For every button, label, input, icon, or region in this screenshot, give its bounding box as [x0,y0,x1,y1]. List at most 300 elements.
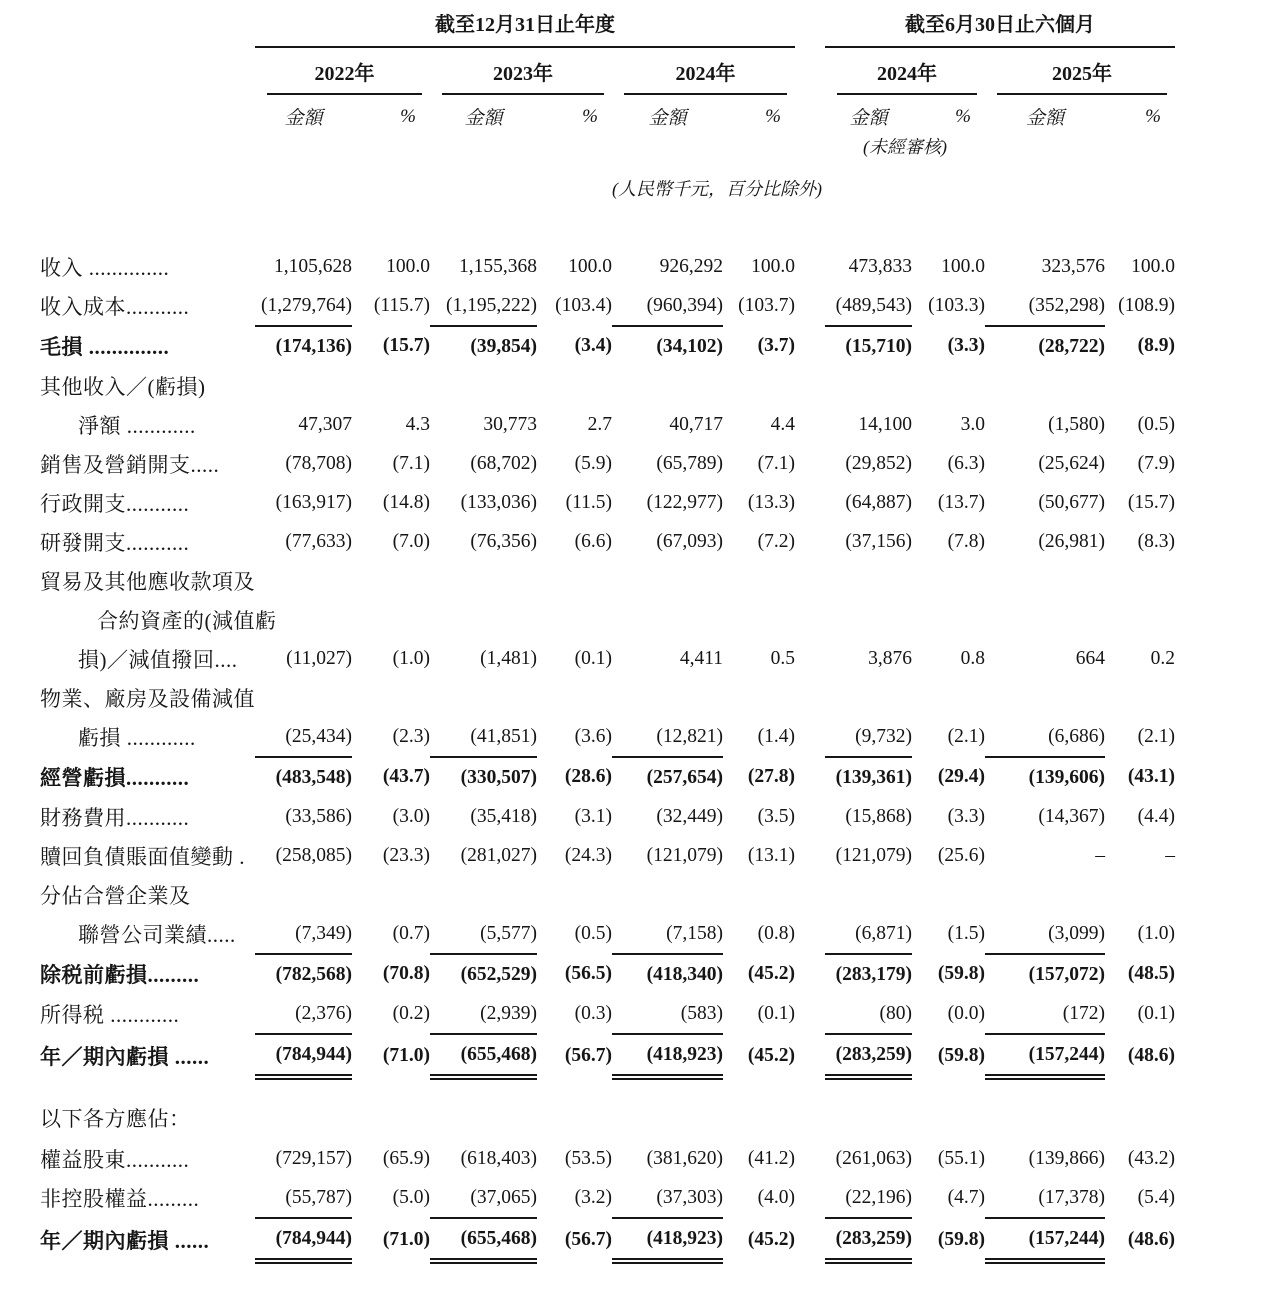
percent-cell [537,561,612,600]
table-row [40,1218,1175,1261]
amount-cell: (283,259) [825,1034,912,1077]
table-row [40,875,1175,914]
percent-cell: (28.6) [564,766,612,787]
percent-cell [723,600,795,639]
percent-column-label: % [955,105,971,127]
table-row [40,600,1175,639]
period-header-annual: 截至12月31日止年度 [255,4,795,47]
percent-cell [723,561,795,600]
amount-cell [825,366,912,405]
percent-cell: (3.3) [947,335,985,356]
amount-cell: (652,529) [460,963,537,985]
percent-cell: (56.7) [564,1044,612,1066]
percent-cell [1105,600,1175,639]
amount-cell [985,561,1105,600]
percent-cell [537,366,612,405]
percent-cell: (3.0) [392,805,430,827]
table-row [40,366,1175,405]
column-gap [795,444,825,483]
amount-cell: (960,394) [612,286,723,326]
percent-cell: (2.3) [392,726,430,747]
financial-statements-table [40,4,1175,1264]
percent-cell: (3.2) [574,1187,612,1208]
amount-cell: (283,179) [835,963,912,985]
column-gap [795,600,825,639]
amount-cell: (11,027) [286,647,352,669]
amount-cell: 14,100 [858,413,912,435]
percent-cell: (0.2) [392,1003,430,1024]
percent-cell: (27.8) [747,766,795,787]
column-gap [795,95,825,130]
percent-cell: (6.6) [574,530,612,552]
percent-cell: (0.1) [574,647,612,669]
amount-cell [612,366,723,405]
amount-cell: (37,156) [845,530,912,552]
percent-cell: (8.9) [1137,335,1175,356]
percent-cell: (3.7) [757,335,795,356]
amount-cell: (281,027) [460,844,537,866]
row-label: 分佔合營企業及 [40,883,191,908]
row-label: 年／期內虧損 ...... [40,1044,210,1069]
amount-cell: (7,349) [255,914,352,954]
amount-cell [825,875,912,914]
percent-cell: (25.6) [937,844,985,866]
amount-cell: (174,136) [275,335,352,357]
percent-cell [912,366,985,405]
percent-cell: (3.6) [574,726,612,747]
percent-cell: (43.7) [382,766,430,787]
percent-cell: (0.5) [574,923,612,944]
amount-cell: (67,093) [656,530,723,552]
year-header-2023: 2023年 [430,47,612,95]
row-label: 研發開支........... [40,530,190,555]
amount-cell: 323,576 [1041,255,1105,277]
amount-cell [825,600,912,639]
percent-cell [723,366,795,405]
amount-cell: 664 [1075,647,1105,669]
amount-cell: 47,307 [298,413,352,435]
column-gap [795,954,825,994]
amount-cell: (41,851) [430,717,537,757]
column-gap [795,836,825,875]
amount-cell: (729,157) [275,1147,352,1169]
percent-cell: (71.0) [382,1228,430,1250]
percent-cell: (59.8) [937,963,985,984]
amount-cell: (784,944) [255,1218,352,1261]
percent-cell: (11.5) [565,491,612,513]
amount-cell [612,875,723,914]
amount-cell: (6,871) [825,914,912,954]
percent-cell: (48.6) [1127,1044,1175,1066]
percent-cell: (13.3) [747,491,795,513]
table-row [40,757,1175,797]
amount-cell: (139,866) [1028,1147,1105,1169]
amount-cell: – [1095,844,1105,866]
amount-cell: 4,411 [679,647,723,669]
amount-cell [985,1077,1105,1139]
percent-cell [537,600,612,639]
table-row [40,444,1175,483]
percent-column-label: % [765,105,781,127]
percent-cell [352,561,430,600]
table-row [40,247,1175,286]
amount-cell: 926,292 [659,255,723,277]
amount-cell: (139,606) [1028,766,1105,788]
percent-cell: (0.7) [392,923,430,944]
percent-cell [912,1077,985,1139]
column-gap [795,4,825,47]
percent-cell: (45.2) [747,1044,795,1066]
column-gap [795,678,825,717]
table-row [40,954,1175,994]
percent-cell: (59.8) [937,1044,985,1066]
percent-cell [352,875,430,914]
amount-cell: (121,079) [835,844,912,866]
amount-cell: (34,102) [656,335,723,357]
percent-cell: 100.0 [1131,255,1175,277]
percent-cell: (0.8) [757,923,795,944]
header-spacer [40,95,255,130]
amount-column-label: 金額 [1025,108,1064,129]
percent-cell: (14.8) [382,491,430,513]
header-spacer [40,47,255,95]
percent-cell: (48.6) [1127,1228,1175,1250]
percent-cell: 100.0 [941,255,985,277]
row-label: 收入 .............. [40,255,170,280]
percent-cell [723,1077,795,1139]
amount-cell: (12,821) [612,717,723,757]
percent-cell: 100.0 [751,255,795,277]
row-label: 除税前虧損......... [40,963,200,987]
amount-cell: (418,923) [612,1218,723,1261]
row-label: 損)／減值撥回.... [78,647,238,672]
amount-column-label: 金額 [648,108,687,129]
percent-cell: (13.7) [937,491,985,513]
header-spacer [40,130,795,159]
percent-cell: 0.8 [960,647,985,669]
amount-cell [985,678,1105,717]
percent-cell: (1.5) [947,923,985,944]
percent-cell [1105,1077,1175,1139]
amount-cell: (28,722) [1038,335,1105,357]
column-gap [795,1218,825,1261]
percent-cell: (103.7) [738,295,795,316]
percent-cell: (0.5) [1137,413,1175,435]
header-spacer [40,159,612,247]
table-row [40,326,1175,366]
amount-cell: (3,099) [985,914,1105,954]
percent-cell [1105,561,1175,600]
row-label: 銷售及營銷開支..... [40,452,220,477]
percent-cell: (103.4) [555,295,612,316]
amount-cell: (78,708) [285,452,352,474]
percent-column-label: % [1145,105,1161,127]
percent-cell [912,600,985,639]
column-gap [795,159,825,247]
column-gap [795,247,825,286]
amount-cell: 1,105,628 [274,255,352,277]
unaudited-note: (未經審核) [863,137,947,157]
amount-cell: (121,079) [646,844,723,866]
percent-cell: (3.5) [757,805,795,827]
percent-cell [352,600,430,639]
amount-cell: (418,340) [646,963,723,985]
percent-cell: (5.0) [392,1187,430,1208]
percent-cell: (45.2) [747,963,795,984]
percent-cell: (15.7) [1127,491,1175,513]
row-label: 毛損 .............. [40,335,170,359]
amount-cell: (55,787) [255,1178,352,1218]
amount-cell [825,678,912,717]
percent-cell: (3.3) [947,805,985,827]
table-row [40,1077,1175,1139]
percent-cell: (7.8) [947,530,985,552]
percent-cell [1105,366,1175,405]
percent-cell: (7.1) [392,452,430,474]
row-label: 物業、廠房及設備減值 [40,686,255,711]
currency-unit-note: (人民幣千元，百分比除外) [612,179,822,199]
percent-cell: (5.4) [1137,1187,1175,1208]
row-label: 所得税 ............ [40,1003,180,1027]
amount-cell: (39,854) [470,335,537,357]
percent-column-label: % [582,105,598,127]
percent-cell: (115.7) [373,295,430,316]
percent-cell: (0.0) [947,1003,985,1024]
amount-column-label: 金額 [849,108,888,129]
row-label: 行政開支........... [40,491,190,516]
percent-cell: (1.0) [1137,923,1175,944]
amount-cell [430,875,537,914]
percent-cell: (53.5) [564,1147,612,1169]
amount-cell: (5,577) [430,914,537,954]
header-spacer [40,4,255,47]
amount-cell [612,678,723,717]
amount-cell [825,1077,912,1139]
table-row [40,994,1175,1034]
percent-cell: (70.8) [382,963,430,984]
percent-cell: (8.3) [1137,530,1175,552]
percent-cell: (43.1) [1127,766,1175,787]
percent-cell: (7.2) [757,530,795,552]
amount-cell: (1,195,222) [430,286,537,326]
year-header-2022: 2022年 [255,47,430,95]
table-row [40,405,1175,444]
percent-cell: (56.5) [564,963,612,984]
percent-cell: 100.0 [568,255,612,277]
percent-cell: (4.7) [947,1187,985,1208]
percent-cell: (45.2) [747,1228,795,1250]
percent-cell: (7.9) [1137,452,1175,474]
column-gap [795,875,825,914]
percent-cell: (41.2) [747,1147,795,1169]
amount-cell: (163,917) [275,491,352,513]
column-gap [795,1077,825,1139]
percent-cell [537,678,612,717]
column-gap [795,561,825,600]
table-row [40,483,1175,522]
amount-cell [985,600,1105,639]
year-header-2024-interim: 2024年 [825,47,985,95]
table-row [40,836,1175,875]
percent-cell: (59.8) [937,1228,985,1250]
amount-cell: (80) [825,994,912,1034]
amount-cell: (139,361) [835,766,912,788]
percent-cell: (4.4) [1137,805,1175,827]
column-gap [795,994,825,1034]
column-gap [795,757,825,797]
amount-cell [255,678,352,717]
table-row [40,1178,1175,1218]
percent-cell [912,875,985,914]
amount-cell: (122,977) [646,491,723,513]
amount-cell: (784,944) [255,1034,352,1077]
column-gap [795,366,825,405]
amount-cell [255,366,352,405]
amount-cell: (2,939) [430,994,537,1034]
amount-cell [430,1077,537,1139]
percent-cell: (0.1) [757,1003,795,1024]
percent-cell [537,1077,612,1139]
percent-cell: (3.4) [574,335,612,356]
percent-cell: (5.9) [574,452,612,474]
amount-cell: (655,468) [430,1034,537,1077]
percent-cell: 0.5 [770,647,795,669]
amount-cell: (35,418) [470,805,537,827]
percent-cell: (7.0) [392,530,430,552]
amount-cell: (655,468) [430,1218,537,1261]
percent-cell: (15.7) [382,335,430,356]
year-header-2025-interim: 2025年 [985,47,1175,95]
amount-column-label: 金額 [464,108,503,129]
amount-cell: (483,548) [275,766,352,788]
amount-cell: (283,259) [825,1218,912,1261]
percent-cell [352,366,430,405]
percent-cell: 100.0 [386,255,430,277]
table-row [40,1139,1175,1178]
amount-cell [430,678,537,717]
amount-cell: (1,279,764) [255,286,352,326]
column-gap [795,717,825,757]
table-row [40,914,1175,954]
percent-cell: (4.0) [757,1187,795,1208]
column-gap [795,1139,825,1178]
table-row [40,522,1175,561]
amount-cell: (76,356) [470,530,537,552]
amount-cell: (381,620) [646,1147,723,1169]
table-row [40,678,1175,717]
table-row [40,639,1175,678]
column-gap [795,483,825,522]
amount-cell: (258,085) [275,844,352,866]
column-gap [795,326,825,366]
amount-cell: 40,717 [669,413,723,435]
table-row [40,797,1175,836]
amount-cell: (29,852) [845,452,912,474]
percent-cell: (56.7) [564,1228,612,1250]
amount-cell [612,561,723,600]
row-label: 非控股權益......... [40,1187,200,1211]
amount-cell: 1,155,368 [459,255,537,277]
table-row [40,1034,1175,1077]
percent-cell [723,875,795,914]
percent-cell: (71.0) [382,1044,430,1066]
amount-cell [255,561,352,600]
amount-cell: 3,876 [868,647,912,669]
amount-cell [612,1077,723,1139]
column-gap [795,639,825,678]
percent-cell: (1.0) [392,647,430,669]
amount-cell: (157,072) [1028,963,1105,985]
amount-cell: (583) [612,994,723,1034]
percent-cell: (7.1) [757,452,795,474]
amount-cell: (50,677) [1038,491,1105,513]
amount-cell: (15,868) [845,805,912,827]
percent-cell: 4.4 [770,413,795,435]
percent-cell: (2.1) [947,726,985,747]
amount-cell: (68,702) [470,452,537,474]
table-row [40,717,1175,757]
table-row [40,286,1175,326]
percent-cell [537,875,612,914]
amount-cell: (157,244) [985,1218,1105,1261]
amount-cell: (9,732) [825,717,912,757]
column-gap [795,522,825,561]
amount-cell [985,366,1105,405]
percent-cell [912,678,985,717]
percent-cell: 3.0 [960,413,985,435]
amount-cell: (257,654) [646,766,723,788]
amount-cell: (352,298) [985,286,1105,326]
row-label: 虧損 ............ [78,726,196,750]
row-label: 經營虧損........... [40,766,190,790]
amount-cell: (26,981) [1038,530,1105,552]
amount-cell: (65,789) [656,452,723,474]
column-gap [795,797,825,836]
amount-cell [430,561,537,600]
amount-cell: (25,624) [1038,452,1105,474]
row-label: 收入成本........... [40,295,190,319]
row-label: 贖回負債賬面值變動 . [40,844,245,869]
amount-cell: (22,196) [825,1178,912,1218]
percent-cell [723,678,795,717]
amount-column-label: 金額 [284,108,323,129]
column-gap [795,914,825,954]
amount-cell: (6,686) [985,717,1105,757]
percent-cell: 2.7 [587,413,612,435]
amount-cell: (32,449) [656,805,723,827]
amount-cell [255,875,352,914]
column-gap [795,130,825,159]
column-gap [795,286,825,326]
header-spacer [985,130,1175,159]
percent-cell: 4.3 [405,413,430,435]
amount-cell: (172) [985,994,1105,1034]
amount-cell: (17,378) [985,1178,1105,1218]
amount-cell: (782,568) [275,963,352,985]
amount-cell: 473,833 [848,255,912,277]
percent-cell [912,561,985,600]
amount-cell [430,366,537,405]
row-label: 權益股東........... [40,1147,190,1172]
amount-cell: (37,065) [430,1178,537,1218]
amount-cell: (261,063) [835,1147,912,1169]
percent-cell: (13.1) [747,844,795,866]
row-label: 聯營公司業績..... [78,923,236,947]
percent-cell: (108.9) [1118,295,1175,316]
amount-cell: (1,481) [480,647,537,669]
table-body [40,247,1175,1261]
amount-cell: (14,367) [1038,805,1105,827]
